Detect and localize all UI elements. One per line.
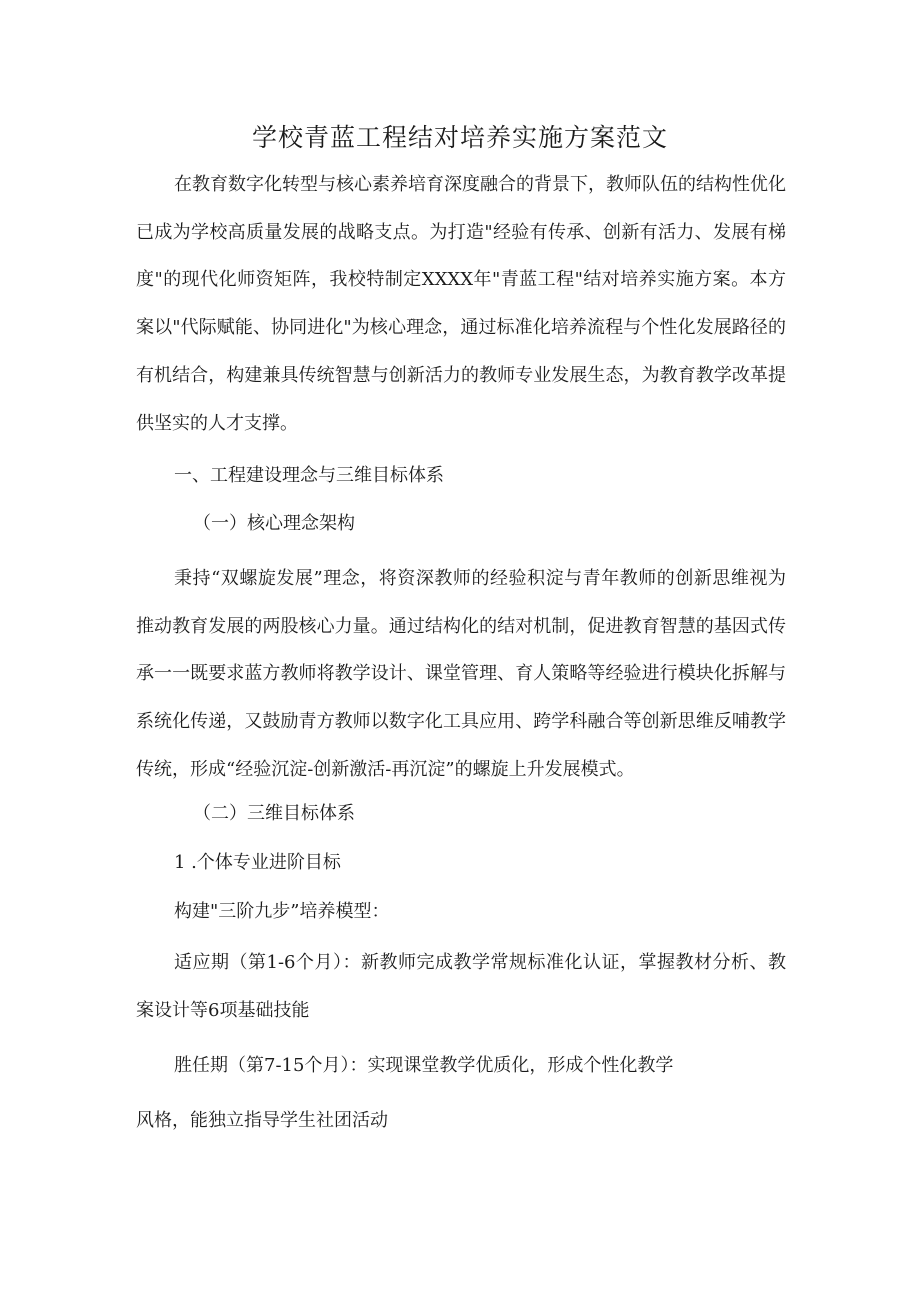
stage-competence-line: 胜任期（第7-15个月）：实现课堂教学优质化，形成个性化教学 — [174, 1055, 674, 1076]
core-concept-paragraph: 秉持“双螺旋发展”理念，将资深教师的经验积淀与青年教师的创新思维视为推动教育发展的两股核心力量。通过结构化的结对机制，促进教育智慧的基因式传承一一既要求蓝方教师将教学设计、课堂管理、育人策略等经验进行模块化拆解与系统化传递，又鼓励青方教师以数字化工具应用、跨学科融合等创新思维反哺教学传统，形成“经验沉淀-创新激活-再沉淀”的螺旋上升发展模式。 — [136, 568, 786, 780]
section-heading: 一、工程建设理念与三维目标体系 — [174, 465, 444, 486]
model-line: 构建"三阶九步”培养模型： — [174, 901, 390, 922]
subsection-heading: （二）三维目标体系 — [193, 803, 355, 824]
stage-competence-continuation: 风格，能独立指导学生社团活动 — [136, 1110, 388, 1131]
subsection-heading: （一）核心理念架构 — [193, 513, 355, 534]
stage-adaptation-paragraph: 适应期（第1-6个月）：新教师完成教学常规标准化认证，掌握教材分析、教案设计等6项基础技能 — [136, 952, 786, 1021]
item-heading: 1 .个体专业进阶目标 — [174, 852, 341, 873]
intro-paragraph: 在教育数字化转型与核心素养培育深度融合的背景下，教师队伍的结构性优化已成为学校高质量发展的战略支点。为打造"经验有传承、创新有活力、发展有梯度"的现代化师资矩阵，我校特制定XXXX年"青蓝工程"结对培养实施方案。本方案以"代际赋能、协同进化"为核心理念，通过标准化培养流程与个性化发展路径的有机结合，构建兼具传统智慧与创新活力的教师专业发展生态，为教育教学改革提供坚实的人才支撑。 — [136, 174, 786, 434]
document-title: 学校青蓝工程结对培养实施方案范文 — [251, 123, 668, 152]
